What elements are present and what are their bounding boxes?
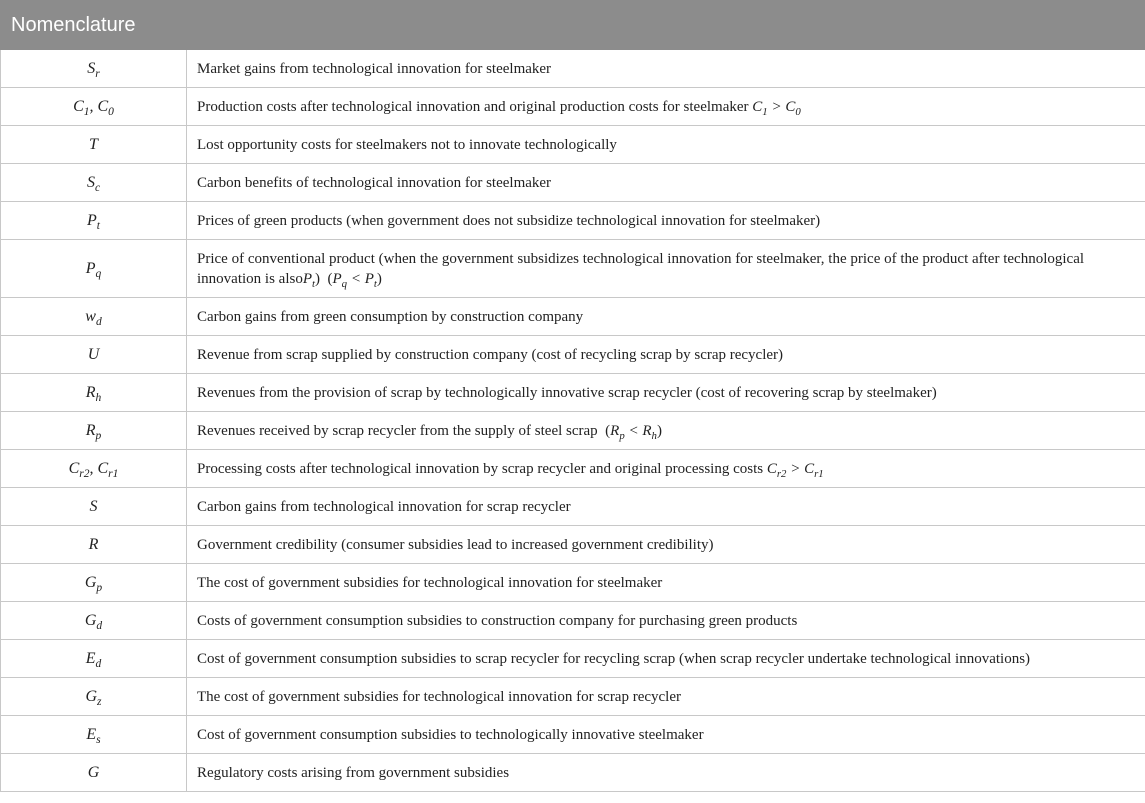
symbol: E bbox=[86, 725, 97, 743]
symbol-cell bbox=[1, 716, 187, 754]
description-cell bbox=[187, 88, 1145, 126]
symbol: G bbox=[85, 687, 98, 705]
inline-formula: $R_p < R_h$ bbox=[610, 422, 657, 442]
table-row bbox=[1, 640, 1145, 678]
description-cell: Revenue from scrap supplied by construction company (cost of recycling scrap by scrap recycler) bbox=[187, 336, 1145, 374]
description-cell bbox=[187, 450, 1145, 488]
table-row bbox=[1, 754, 1145, 792]
description-cell: Revenues received by scrap recycler from the supply of steel scrap $(R_p < R_h)$ bbox=[187, 412, 1145, 450]
table-row bbox=[1, 526, 1145, 564]
symbol-cell bbox=[1, 164, 187, 202]
symbol-subscript: c bbox=[94, 181, 101, 194]
symbol: w bbox=[85, 307, 96, 325]
symbol-cell bbox=[1, 640, 187, 678]
symbol: G bbox=[84, 611, 97, 629]
symbol: S bbox=[86, 173, 95, 191]
table-header: Nomenclature bbox=[1, 1, 1145, 50]
symbol-cell bbox=[1, 202, 187, 240]
description-cell: The cost of government subsidies for technological innovation for scrap recycler bbox=[187, 678, 1145, 716]
symbol: P bbox=[87, 211, 97, 229]
symbol: R bbox=[85, 421, 96, 439]
symbol-subscript: d bbox=[95, 315, 102, 328]
symbol-cell bbox=[1, 412, 187, 450]
symbol-cell bbox=[1, 754, 187, 792]
symbol: G bbox=[87, 763, 100, 781]
symbol-cell bbox=[1, 240, 187, 298]
description-cell: Cost of government consumption subsidies to technologically innovative steelmaker bbox=[187, 716, 1145, 754]
symbol-cell bbox=[1, 50, 187, 88]
symbol-cell bbox=[1, 526, 187, 564]
table-row bbox=[1, 164, 1145, 202]
description-cell: Carbon benefits of technological innovation for steelmaker bbox=[187, 164, 1145, 202]
symbol-subscript: q bbox=[95, 267, 102, 280]
table-row bbox=[1, 488, 1145, 526]
inline-formula: $C_{r2} > C_{r1}$ bbox=[766, 460, 824, 480]
symbol-cell bbox=[1, 602, 187, 640]
description-cell: Lost opportunity costs for steelmakers not to innovate technologically bbox=[187, 126, 1145, 164]
table-row bbox=[1, 412, 1145, 450]
header-row bbox=[1, 1, 1145, 50]
table-row bbox=[1, 374, 1145, 412]
symbol-subscript: h bbox=[95, 391, 102, 404]
symbol-cell bbox=[1, 374, 187, 412]
symbol: E bbox=[85, 649, 96, 667]
symbol-subscript: d bbox=[96, 619, 103, 632]
symbol-cell bbox=[1, 564, 187, 602]
symbol-subscript: s bbox=[96, 733, 101, 746]
description-cell: Cost of government consumption subsidies to scrap recycler for recycling scrap (when scrap recycler undertake technological innovations) bbox=[187, 640, 1145, 678]
table-row bbox=[1, 50, 1145, 88]
symbol-cell bbox=[1, 298, 187, 336]
description-cell: Government credibility (consumer subsidies lead to increased government credibility) bbox=[187, 526, 1145, 564]
symbol: R bbox=[88, 535, 99, 553]
description-cell: Revenues from the provision of scrap by technologically innovative scrap recycler (cost of recovering scrap by steelmaker) bbox=[187, 374, 1145, 412]
table-row bbox=[1, 298, 1145, 336]
symbol-cell bbox=[1, 488, 187, 526]
description-cell: Costs of government consumption subsidies to construction company for purchasing green products bbox=[187, 602, 1145, 640]
symbol: S bbox=[89, 497, 98, 515]
symbol-subscript: d bbox=[95, 657, 102, 670]
inline-formula: $P_q < P_t$ bbox=[332, 270, 377, 290]
symbol-cell bbox=[1, 126, 187, 164]
table-row bbox=[1, 202, 1145, 240]
symbol-cell bbox=[1, 336, 187, 374]
symbol-subscript: r bbox=[95, 67, 100, 80]
description-cell: Price of conventional product (when the government subsidizes technological innovation for steelmaker, the price of the product after technological innovation is alsoP$_t$) $(P_q < P_t)$ bbox=[187, 240, 1145, 298]
table-row bbox=[1, 602, 1145, 640]
table-row bbox=[1, 336, 1145, 374]
table-row bbox=[1, 450, 1145, 488]
inline-formula: $C_1 > C_0$ bbox=[752, 98, 801, 118]
symbol-cell bbox=[1, 678, 187, 716]
description-cell: Carbon gains from technological innovation for scrap recycler bbox=[187, 488, 1145, 526]
symbol-cell bbox=[1, 450, 187, 488]
symbol-subscript: p bbox=[96, 581, 103, 594]
table-row bbox=[1, 126, 1145, 164]
symbol-subscript: z bbox=[97, 695, 102, 708]
description-text: Production costs after technological innovation and original production costs for steelmaker bbox=[197, 98, 749, 115]
symbol-subscript: t bbox=[96, 219, 100, 232]
symbol: U bbox=[87, 345, 100, 363]
table-row bbox=[1, 240, 1145, 298]
table-row bbox=[1, 564, 1145, 602]
description-cell: Market gains from technological innovation for steelmaker bbox=[187, 50, 1145, 88]
symbol: T bbox=[89, 135, 98, 153]
description-text: Processing costs after technological innovation by scrap recycler and original processing costs bbox=[197, 460, 764, 477]
symbol: R bbox=[85, 383, 96, 401]
description-cell: Prices of green products (when government does not subsidize technological innovation for steelmaker) bbox=[187, 202, 1145, 240]
symbol: G bbox=[84, 573, 97, 591]
description-cell: The cost of government subsidies for technological innovation for steelmaker bbox=[187, 564, 1145, 602]
inline-formula: $P_t$ bbox=[302, 270, 315, 290]
symbol-formula: $C_1$, $C_0$ bbox=[73, 97, 114, 118]
description-text: Price of conventional product (when the government subsidizes technological innovation for steelmaker, the price of the product after technological innovation is also bbox=[197, 250, 1085, 287]
table-row bbox=[1, 716, 1145, 754]
description-cell: Regulatory costs arising from government subsidies bbox=[187, 754, 1145, 792]
symbol: P bbox=[85, 259, 96, 277]
description-text: Revenues received by scrap recycler from the supply of steel scrap bbox=[197, 422, 598, 439]
symbol-cell bbox=[1, 88, 187, 126]
description-cell: Carbon gains from green consumption by construction company bbox=[187, 298, 1145, 336]
symbol: S bbox=[87, 59, 96, 77]
symbol-formula: $C_{r2}$, $C_{r1}$ bbox=[68, 459, 119, 480]
table-row bbox=[1, 678, 1145, 716]
table-row bbox=[1, 88, 1145, 126]
symbol-subscript: p bbox=[95, 429, 102, 442]
